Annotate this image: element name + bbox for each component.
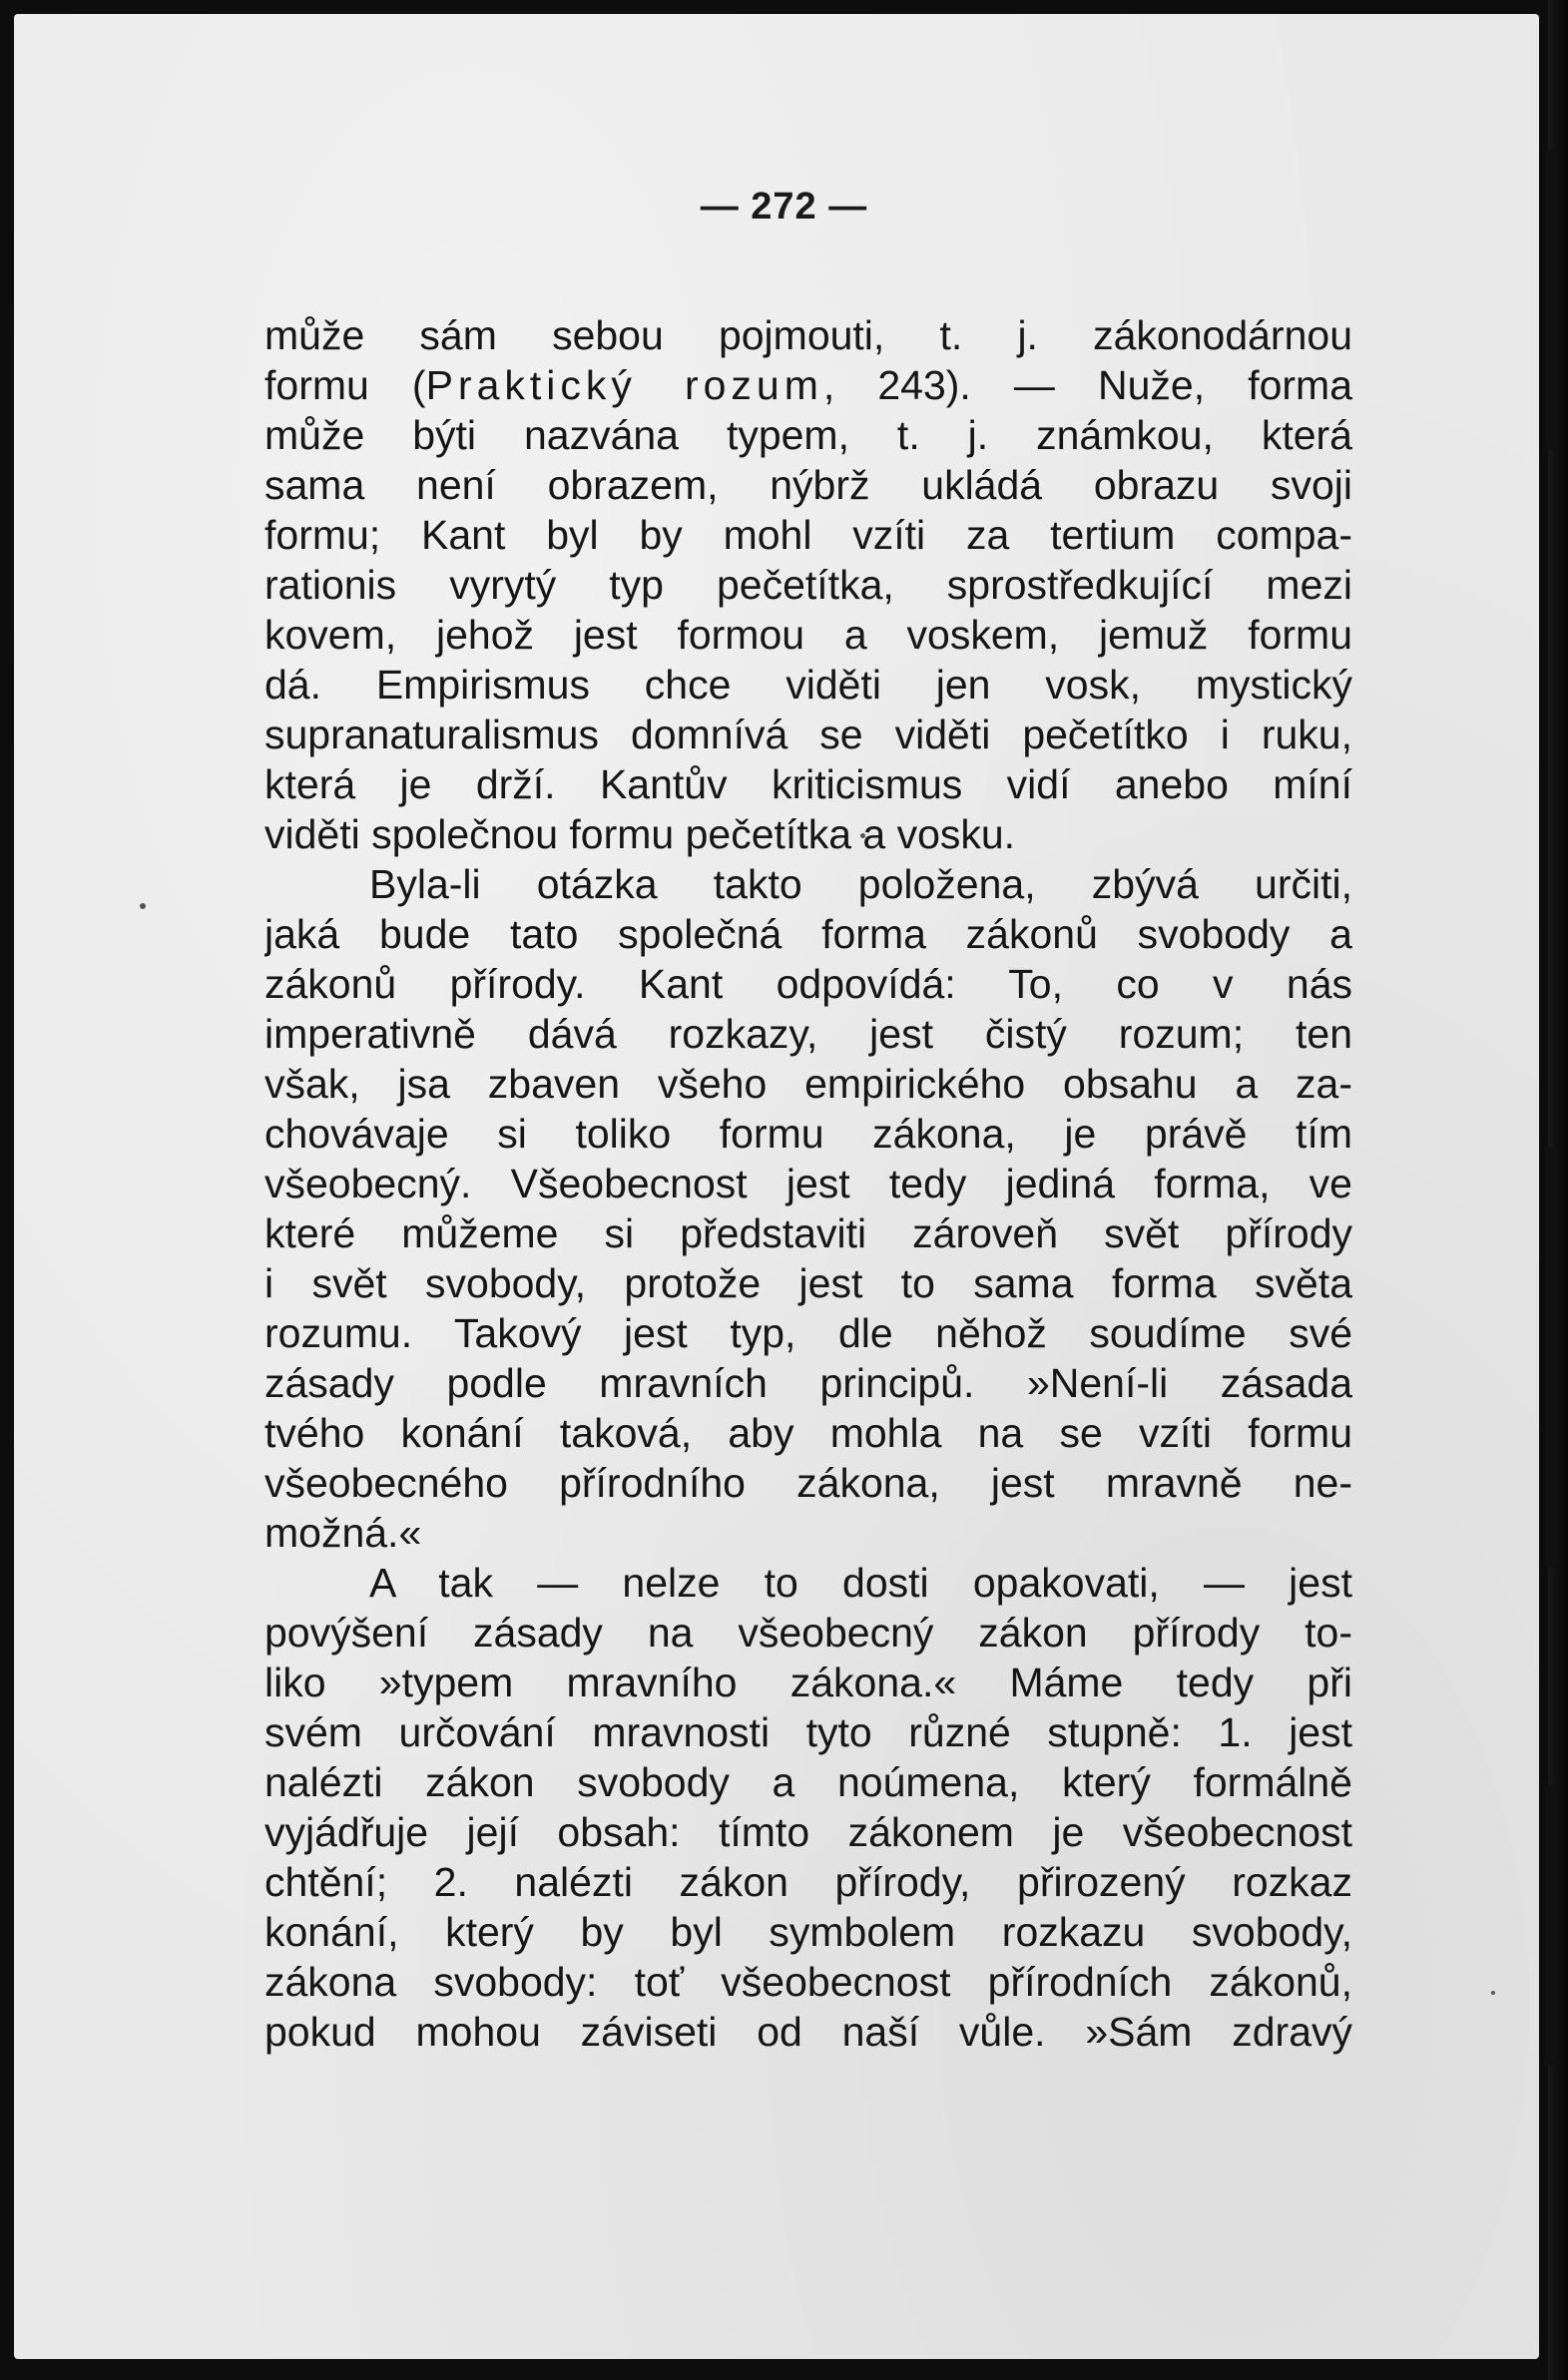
text-line: zásady podle mravních principů. »Není-li zásada <box>264 1360 1352 1406</box>
text-line: jaká bude tato společná forma zákonů svobody a <box>264 911 1352 957</box>
text-line: konání, který by byl symbolem rozkazu svobody, <box>264 1909 1352 1955</box>
text-line: supranaturalismus domnívá se viděti pečetítko i ruku, <box>264 712 1352 757</box>
text-fragment: formu ( <box>264 362 426 408</box>
text-line: rationis vyrytý typ pečetítka, sprostředkující mezi <box>264 562 1352 608</box>
text-line: může sám sebou pojmouti, t. j. zákonodárnou <box>264 312 1352 358</box>
text-fragment: , 243). — Nuže, forma <box>822 362 1352 408</box>
text-line: i svět svobody, protože jest to sama forma světa <box>264 1260 1352 1306</box>
text-line: může býti nazvána typem, t. j. známkou, která <box>264 412 1352 458</box>
paragraph-start: Byla-li otázka takto položena, zbývá určiti, <box>369 861 1352 907</box>
edge-shadow <box>1544 1786 1554 2066</box>
text-line: zákona svobody: toť všeobecnost přírodních zákonů, <box>264 1959 1352 2005</box>
text-line: rozumu. Takový jest typ, dle něhož soudíme své <box>264 1310 1352 1356</box>
text-line: dá. Empirismus chce viděti jen vosk, mystický <box>264 662 1352 708</box>
text-line: liko »typem mravního zákona.« Máme tedy při <box>264 1660 1352 1705</box>
text-line: možná.« <box>264 1510 422 1556</box>
text-line: svém určování mravnosti tyto různé stupně: 1. jest <box>264 1709 1352 1755</box>
text-line: která je drží. Kantův kriticismus vidí anebo míní <box>264 761 1352 807</box>
text-line: zákonů přírody. Kant odpovídá: To, co v nás <box>264 961 1352 1007</box>
scan-speck <box>140 903 146 909</box>
text-line: imperativně dává rozkazy, jest čistý rozum; ten <box>264 1011 1352 1057</box>
paragraph-start: A tak — nelze to dosti opakovati, — jest <box>369 1560 1352 1606</box>
text-line: nalézti zákon svobody a noúmena, který formálně <box>264 1759 1352 1805</box>
text-line: chtění; 2. nalézti zákon přírody, přirozený rozkaz <box>264 1859 1352 1905</box>
work-title: Praktický rozum <box>425 362 823 408</box>
text-line: však, jsa zbaven všeho empirického obsahu a za- <box>264 1061 1352 1107</box>
text-line: povýšení zásady na všeobecný zákon přírody to- <box>264 1610 1352 1656</box>
edge-shadow <box>1544 1148 1554 1567</box>
text-line: sama není obrazem, nýbrž ukládá obrazu svoji <box>264 462 1352 508</box>
page-number: — 272 — <box>700 186 868 228</box>
scan-speck <box>1491 1991 1495 1995</box>
text-line: pokud mohou záviseti od naší vůle. »Sám zdravý <box>264 2009 1352 2055</box>
text-line: všeobecný. Všeobecnost jest tedy jediná forma, ve <box>264 1161 1352 1206</box>
text-line: tvého konání taková, aby mohla na se vzíti formu <box>264 1410 1352 1456</box>
text-line: viděti společnou formu pečetítka a vosku. <box>264 811 1016 857</box>
text-line: formu; Kant byl by mohl vzíti za tertium compa- <box>264 512 1352 558</box>
text-line: které můžeme si představiti zároveň svět přírody <box>264 1210 1352 1256</box>
text-line: chovávaje si toliko formu zákona, je právě tím <box>264 1111 1352 1157</box>
text-line: vyjádřuje její obsah: tímto zákonem je všeobecnost <box>264 1809 1352 1855</box>
text-line <box>264 360 1352 410</box>
body-text <box>264 310 1352 2057</box>
text-line: kovem, jehož jest formou a voskem, jemuž formu <box>264 612 1352 658</box>
text-line: všeobecného přírodního zákona, jest mravně ne- <box>264 1460 1352 1506</box>
